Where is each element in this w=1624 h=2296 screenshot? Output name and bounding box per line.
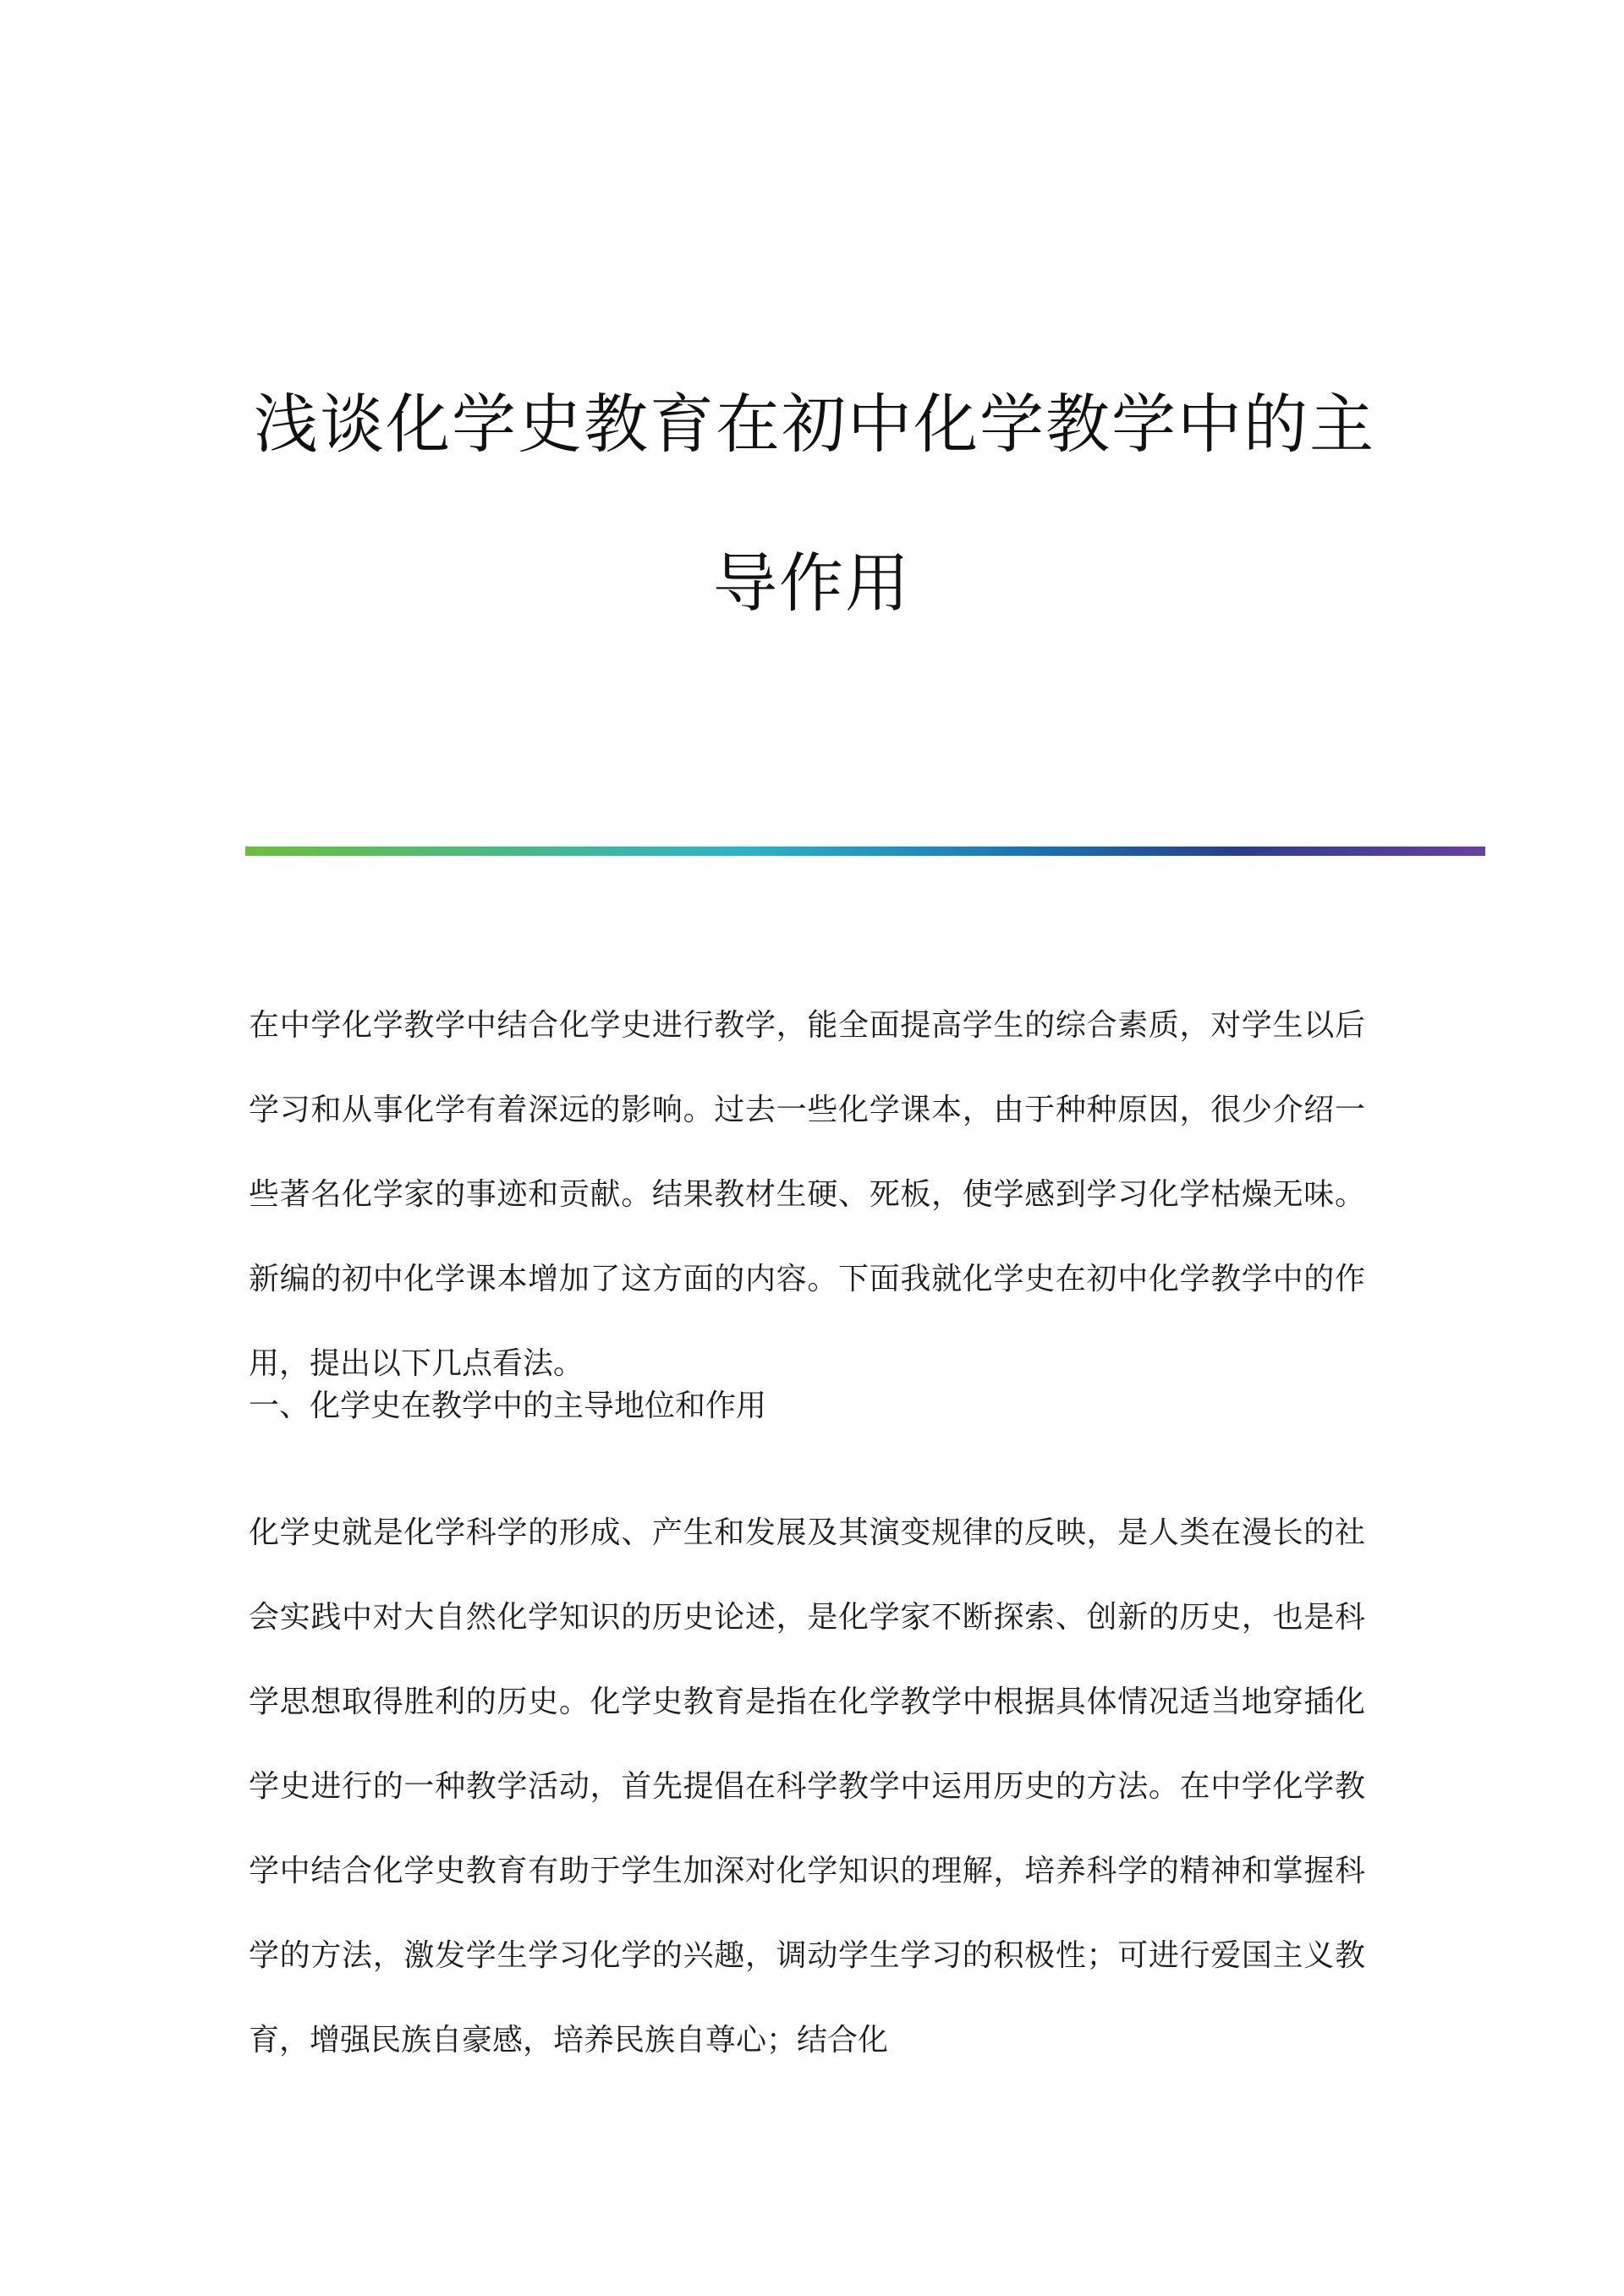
document-title-line-1: 浅谈化学史教育在初中化学教学中的主 — [254, 386, 1375, 462]
section-heading: 一、化学史在教学中的主导地位和作用 — [249, 1389, 767, 1423]
title-divider-rule — [245, 847, 1485, 856]
paragraph-intro: 在中学化学教学中结合化学史进行教学，能全面提高学生的综合素质，对学生以后学习和从事化学有着深远的影响。过去一些化学课本，由于种种原因，很少介绍一些著名化学家的事迹和贡献。结果教材生硬、死板，使学感到学习化学枯燥无味。新编的初中化学课本增加了这方面的内容。下面我就化学史在初中化学教学中的作用，提出以下几点看法。 — [249, 1008, 1365, 1381]
paragraph-section-1: 化学史就是化学科学的形成、产生和发展及其演变规律的反映，是人类在漫长的社会实践中对大自然化学知识的历史论述，是化学家不断探索、创新的历史，也是科学思想取得胜利的历史。化学史教育是指在化学教学中根据具体情况适当地穿插化学史进行的一种教学活动，首先提倡在科学教学中运用历史的方法。在中学化学教学中结合化学史教育有助于学生加深对化学知识的理解，培养科学的精神和掌握科学的方法，激发学生学习化学的兴趣，调动学生学习的积极性；可进行爱国主义教育，增强民族自豪感，培养民族自尊心；结合化 — [249, 1515, 1365, 2058]
document-title-line-2: 导作用 — [713, 545, 911, 621]
